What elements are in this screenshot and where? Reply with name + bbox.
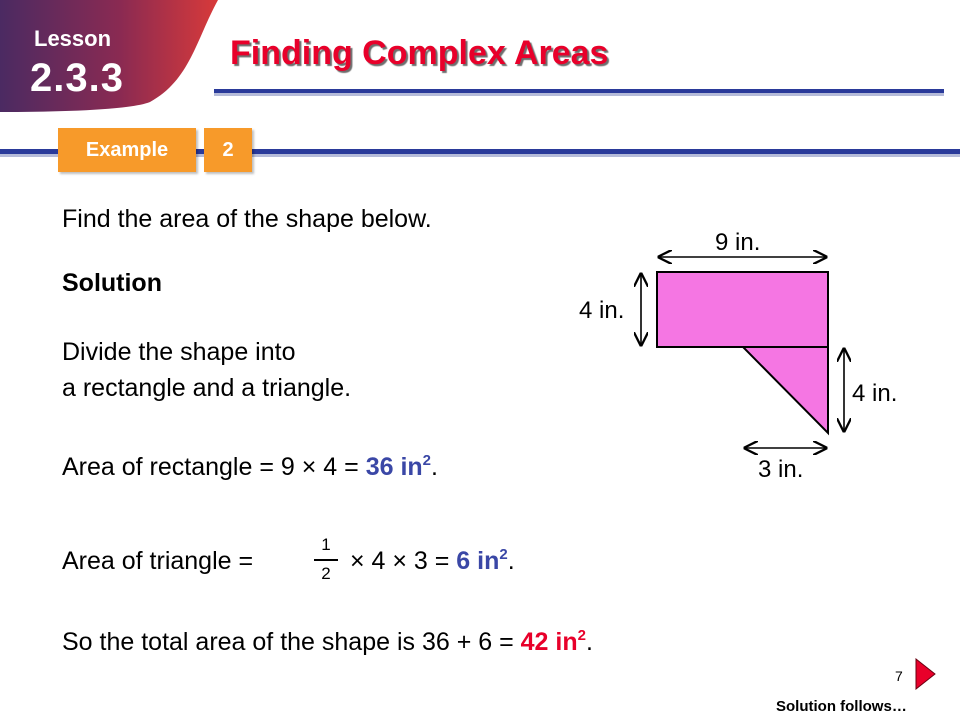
right-dimension-label: 4 in. bbox=[852, 380, 898, 407]
triangle-area-expression: × 4 × 3 = bbox=[343, 547, 457, 575]
bottom-dimension-label: 3 in. bbox=[758, 456, 804, 483]
page-title: Finding Complex Areas bbox=[230, 34, 609, 72]
total-area-expression: So the total area of the shape is 36 + 6 = bbox=[62, 628, 521, 656]
problem-prompt: Find the area of the shape below. bbox=[62, 205, 432, 233]
rectangle-area-expression: Area of rectangle = 9 × 4 = bbox=[62, 453, 366, 481]
divide-line-2: a rectangle and a triangle. bbox=[62, 374, 352, 402]
rectangle-area-exponent: 2 bbox=[422, 452, 432, 469]
title-underline bbox=[214, 89, 944, 96]
rectangle-area-period: . bbox=[431, 453, 438, 481]
rectangle-area-value: 36 in bbox=[365, 453, 423, 481]
triangle-area-prefix: Area of triangle = bbox=[62, 547, 254, 575]
total-area-value: 42 in bbox=[520, 628, 578, 656]
example-tag: Example bbox=[58, 128, 196, 172]
solution-heading: Solution bbox=[62, 269, 162, 297]
lesson-label: Lesson bbox=[34, 26, 112, 51]
total-area-line bbox=[62, 628, 593, 657]
rectangle-area-result bbox=[366, 453, 431, 481]
rectangle-part bbox=[657, 272, 828, 347]
total-area-result bbox=[521, 628, 586, 656]
divide-line-1: Divide the shape into bbox=[62, 338, 296, 366]
total-area-period: . bbox=[585, 628, 593, 656]
fraction-numerator: 1 bbox=[321, 535, 331, 554]
rectangle-area-line bbox=[62, 453, 438, 482]
total-area-exponent: 2 bbox=[577, 627, 586, 644]
left-dimension-label: 4 in. bbox=[579, 297, 625, 324]
triangle-area-exponent: 2 bbox=[499, 546, 508, 563]
example-number-tag: 2 bbox=[204, 128, 252, 172]
top-dimension-label: 9 in. bbox=[715, 229, 761, 256]
one-half-fraction bbox=[314, 535, 338, 584]
triangle-area-value: 6 in bbox=[456, 547, 500, 575]
lesson-number: 2.3.3 bbox=[30, 56, 124, 100]
triangle-area-rest bbox=[343, 547, 515, 576]
triangle-area-period: . bbox=[507, 547, 515, 575]
triangle-part bbox=[743, 347, 828, 433]
fraction-denominator: 2 bbox=[321, 564, 331, 583]
composite-shape-diagram bbox=[560, 215, 930, 495]
next-arrow-icon[interactable] bbox=[914, 658, 936, 690]
fraction-bar bbox=[314, 559, 338, 561]
page-number: 7 bbox=[895, 668, 903, 684]
solution-follows-note: Solution follows… bbox=[776, 698, 907, 715]
triangle-area-result bbox=[456, 547, 507, 575]
